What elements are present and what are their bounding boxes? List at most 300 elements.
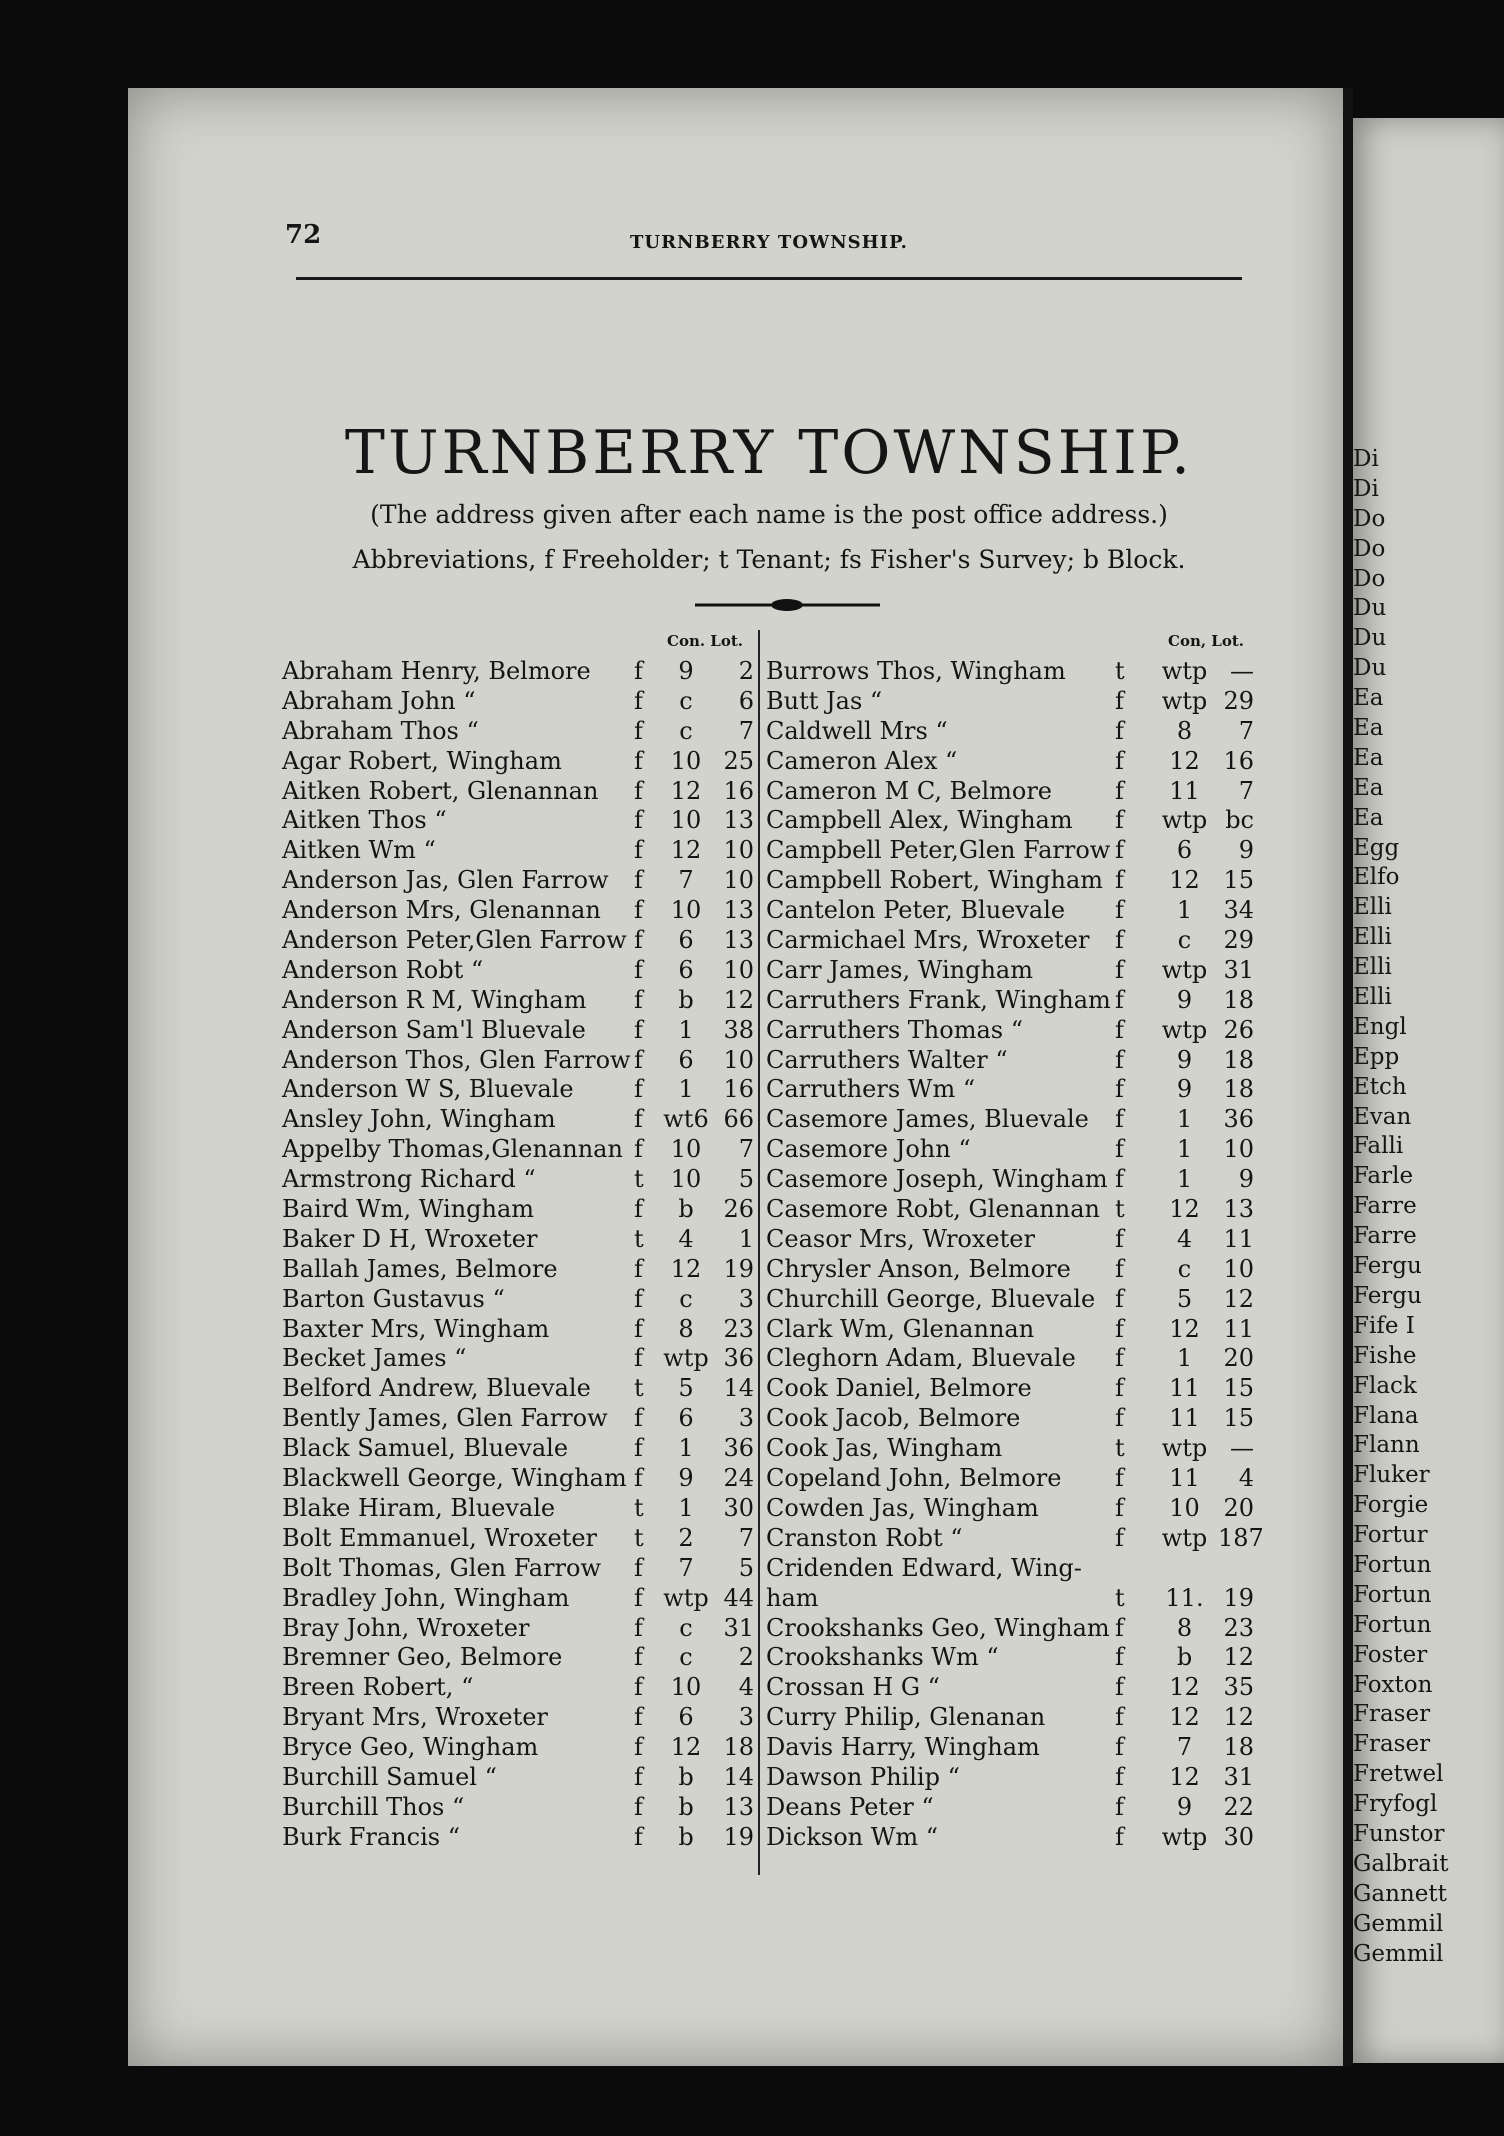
resident-name: Aitken Wm “ [282, 836, 436, 865]
tenure-code: f [1115, 1493, 1124, 1522]
tenure-code: f [1115, 1822, 1124, 1851]
concession: c [1177, 1254, 1192, 1283]
resident-name: Carruthers Frank, Wingham [766, 985, 1111, 1014]
concession: 12 [1169, 1673, 1200, 1702]
tenure-code: t [634, 1374, 644, 1403]
facing-page-fragment: Evan [1353, 1103, 1412, 1130]
lot-number: 19 [1223, 1583, 1254, 1612]
lot-number: 12 [1223, 1284, 1254, 1313]
page-subtitle: (The address given after each name is the post office address.) [370, 500, 1168, 529]
running-title: TURNBERRY TOWNSHIP. [630, 232, 908, 253]
facing-page-fragment: Fryfogl [1353, 1791, 1438, 1818]
concession: 6 [678, 955, 694, 984]
resident-name: Caldwell Mrs “ [766, 716, 948, 745]
resident-name: Cranston Robt “ [766, 1523, 963, 1552]
facing-page-fragment: Elfo [1353, 864, 1400, 891]
resident-name: Casemore Robt, Glenannan [766, 1195, 1100, 1224]
tenure-code: f [1115, 955, 1124, 984]
concession: 12 [670, 836, 702, 865]
concession: b [678, 1195, 694, 1224]
facing-page-fragment: Fergu [1353, 1253, 1422, 1280]
lot-number: 66 [723, 1105, 754, 1134]
facing-page-fragment: Fortun [1353, 1551, 1432, 1578]
tenure-code: f [634, 1314, 643, 1343]
tenure-code: f [1115, 1344, 1124, 1373]
facing-page-fragment: Fretwel [1353, 1761, 1444, 1788]
resident-name: Davis Harry, Wingham [766, 1733, 1040, 1762]
concession: c [679, 1613, 693, 1642]
tenure-code: t [634, 1493, 644, 1522]
resident-name: Bray John, Wroxeter [282, 1613, 530, 1642]
tenure-code: f [634, 1254, 643, 1283]
lot-number: 15 [1223, 1374, 1254, 1403]
resident-name: Churchill George, Bluevale [766, 1284, 1096, 1313]
tenure-code: f [634, 1135, 643, 1164]
facing-page-fragment: Fraser [1353, 1701, 1431, 1728]
facing-page [1353, 118, 1504, 2063]
concession: wtp [1161, 1523, 1208, 1552]
resident-name: Chrysler Anson, Belmore [766, 1254, 1071, 1283]
concession: 12 [1169, 746, 1200, 775]
tenure-code: f [634, 1613, 643, 1642]
concession: wtp [1161, 806, 1208, 835]
concession: c [679, 716, 693, 745]
facing-page-fragment: Foster [1353, 1641, 1428, 1668]
resident-name: Cantelon Peter, Bluevale [766, 896, 1066, 925]
tenure-code: f [634, 1583, 643, 1612]
resident-name: Campbell Alex, Wingham [766, 806, 1073, 835]
resident-name: Anderson Thos, Glen Farrow [282, 1045, 631, 1074]
facing-page-edge-text [1353, 445, 1448, 1969]
resident-name: Casemore James, Bluevale [766, 1105, 1089, 1134]
concession: wtp [1161, 1434, 1208, 1463]
lot-number: 12 [723, 985, 754, 1014]
tenure-code: f [1115, 1643, 1124, 1672]
tenure-code: f [634, 1792, 643, 1821]
tenure-code: f [634, 1822, 643, 1851]
concession: b [678, 1762, 694, 1791]
concession: 12 [1169, 866, 1200, 895]
facing-page-fragment: Du [1353, 625, 1387, 652]
resident-name: Deans Peter “ [766, 1792, 934, 1821]
tenure-code: f [634, 1553, 643, 1582]
tenure-code: f [634, 955, 643, 984]
column-divider [758, 630, 760, 1875]
concession: 9 [1176, 1045, 1193, 1074]
facing-page-fragment: Farre [1353, 1193, 1417, 1220]
lot-number: — [1230, 657, 1254, 685]
facing-page-fragment: Fife I [1353, 1312, 1415, 1339]
resident-name: Carruthers Thomas “ [766, 1015, 1023, 1044]
resident-name: Cook Jacob, Belmore [766, 1404, 1021, 1433]
resident-name: Burchill Thos “ [282, 1792, 465, 1821]
concession: b [678, 985, 694, 1014]
lot-number: 12 [1223, 1703, 1254, 1732]
resident-name: Cowden Jas, Wingham [766, 1493, 1039, 1522]
lot-number: 10 [723, 836, 754, 865]
tenure-code: f [1115, 1762, 1124, 1791]
resident-name: Anderson Sam'l Bluevale [282, 1015, 586, 1044]
lot-number: 16 [723, 776, 754, 805]
tenure-code: f [634, 896, 643, 925]
lot-number: 2 [738, 657, 754, 685]
concession: 10 [670, 896, 702, 925]
lot-number: 5 [738, 1165, 754, 1194]
resident-name: Carr James, Wingham [766, 955, 1033, 984]
concession: 10 [670, 1135, 702, 1164]
lot-number: 31 [1223, 1762, 1254, 1791]
lot-number: 3 [738, 1284, 754, 1313]
tenure-code: f [1115, 926, 1124, 955]
lot-number: 7 [738, 1135, 754, 1164]
tenure-code: f [1115, 866, 1124, 895]
facing-page-fragment: Fortur [1353, 1522, 1428, 1549]
lot-number: 13 [1223, 1195, 1254, 1224]
lot-number: 29 [1223, 686, 1254, 715]
facing-page-fragment: Gannett [1353, 1880, 1447, 1907]
concession: 7 [1176, 1733, 1193, 1762]
facing-page-fragment: Engl [1353, 1013, 1407, 1040]
tenure-code: f [1115, 1404, 1124, 1433]
resident-name: Ansley John, Wingham [282, 1105, 556, 1134]
resident-name: Becket James “ [282, 1344, 467, 1373]
concession: 12 [1169, 1195, 1200, 1224]
tenure-code: f [634, 806, 643, 835]
concession: 7 [678, 1553, 694, 1582]
facing-page-fragment: Do [1353, 565, 1386, 592]
concession: 6 [678, 1045, 694, 1074]
lot-number: bc [1225, 806, 1254, 835]
concession: b [678, 1822, 694, 1851]
abbreviations-line: Abbreviations, f Freeholder; t Tenant; fs Fisher's Survey; b Block. [352, 545, 1186, 574]
lot-number: 13 [723, 926, 754, 955]
resident-name: Appelby Thomas,Glenannan [282, 1135, 623, 1164]
resident-name: Baker D H, Wroxeter [282, 1224, 538, 1253]
tenure-code: f [1115, 836, 1124, 865]
concession: 8 [1176, 1613, 1193, 1642]
tenure-code: f [634, 1434, 643, 1463]
facing-page-fragment: Funstor [1353, 1820, 1445, 1847]
lot-number: 13 [723, 896, 754, 925]
lot-number: 12 [1223, 1643, 1254, 1672]
resident-name: Bremner Geo, Belmore [282, 1643, 563, 1672]
tenure-code: f [1115, 1284, 1124, 1313]
lot-number: 2 [738, 1643, 754, 1672]
resident-name: Baird Wm, Wingham [282, 1195, 535, 1224]
lot-number: 36 [1223, 1105, 1254, 1134]
lot-number: 44 [723, 1583, 754, 1612]
tenure-code: f [634, 1762, 643, 1791]
resident-name: Burk Francis “ [282, 1822, 460, 1851]
concession: 2 [678, 1523, 694, 1552]
concession: 10 [1169, 1493, 1200, 1522]
tenure-code: f [1115, 1165, 1124, 1194]
concession: wtp [663, 1583, 709, 1612]
lot-number: 10 [723, 866, 754, 895]
concession: 12 [670, 1254, 702, 1283]
concession: 10 [670, 1165, 702, 1194]
tenure-code: f [634, 1673, 643, 1702]
resident-name: Carmichael Mrs, Wroxeter [766, 926, 1090, 955]
concession: 5 [1176, 1284, 1193, 1313]
tenure-code: f [1115, 746, 1124, 775]
resident-name: Campbell Peter,Glen Farrow [766, 836, 1111, 865]
concession: c [679, 1643, 693, 1672]
tenure-code: f [634, 926, 643, 955]
resident-name: Cameron M C, Belmore [766, 776, 1053, 805]
concession: b [1176, 1643, 1193, 1672]
concession: c [679, 1284, 693, 1313]
tenure-code: f [634, 866, 643, 895]
facing-page-fragment: Flana [1353, 1402, 1419, 1429]
tenure-code: t [634, 1523, 644, 1552]
tenure-code: f [634, 1464, 643, 1493]
page-title: TURNBERRY TOWNSHIP. [344, 418, 1194, 488]
tenure-code: f [634, 657, 643, 685]
lot-number: 18 [1223, 1733, 1254, 1762]
lot-number: 22 [1223, 1792, 1254, 1821]
facing-page-fragment: Ea [1353, 685, 1384, 712]
facing-page-fragment: Do [1353, 535, 1386, 562]
lot-number: 38 [723, 1015, 754, 1044]
concession: 9 [1176, 1075, 1193, 1104]
concession: 9 [1176, 1792, 1193, 1821]
tenure-code: f [1115, 1733, 1124, 1762]
lot-number: 7 [738, 716, 754, 745]
tenure-code: f [1115, 1673, 1124, 1702]
resident-name: Cook Jas, Wingham [766, 1434, 1003, 1463]
lot-number: 26 [723, 1195, 754, 1224]
tenure-code: f [1115, 1374, 1124, 1403]
resident-name: Ballah James, Belmore [282, 1254, 558, 1283]
resident-name: Anderson Mrs, Glenannan [282, 896, 601, 925]
resident-name: Black Samuel, Bluevale [282, 1434, 569, 1463]
facing-page-fragment: Farle [1353, 1163, 1414, 1190]
resident-name: Aitken Thos “ [282, 806, 447, 835]
concession: 4 [1176, 1224, 1193, 1253]
concession: 1 [1176, 896, 1193, 925]
resident-name: Ceasor Mrs, Wroxeter [766, 1224, 1035, 1253]
facing-page-fragment: Falli [1353, 1133, 1404, 1160]
lot-number: 18 [1223, 985, 1254, 1014]
concession: 1 [1176, 1344, 1193, 1373]
resident-name: Bryce Geo, Wingham [282, 1733, 539, 1762]
tenure-code: f [1115, 1792, 1124, 1821]
facing-page-fragment: Galbrait [1353, 1850, 1449, 1877]
resident-name: Belford Andrew, Bluevale [282, 1374, 591, 1403]
tenure-code: t [1115, 1195, 1125, 1224]
concession: 5 [678, 1374, 694, 1403]
facing-page-fragment: Ea [1353, 715, 1384, 742]
concession: c [1177, 926, 1192, 955]
tenure-code: f [1115, 1224, 1124, 1253]
tenure-code: f [634, 776, 643, 805]
lot-number: 16 [723, 1075, 754, 1104]
concession: 10 [670, 806, 702, 835]
concession: b [678, 1792, 694, 1821]
concession: 11. [1165, 1583, 1204, 1612]
resident-name: Anderson Robt “ [282, 955, 484, 984]
lot-number: 36 [723, 1434, 754, 1463]
concession: 12 [1169, 1703, 1200, 1732]
lot-number: 15 [1223, 1404, 1254, 1433]
lot-number: 11 [1223, 1314, 1254, 1343]
tenure-code: f [634, 716, 643, 745]
tenure-code: f [634, 1344, 643, 1373]
resident-name: Cameron Alex “ [766, 746, 958, 775]
page-gutter [1343, 88, 1353, 2066]
facing-page-fragment: Farre [1353, 1223, 1417, 1250]
resident-name: Blackwell George, Wingham [282, 1464, 627, 1493]
concession: 11 [1169, 776, 1200, 805]
tenure-code: f [1115, 1314, 1124, 1343]
resident-name: Crookshanks Geo, Wingham [766, 1613, 1110, 1642]
lot-number: 23 [723, 1314, 754, 1343]
lot-number: 10 [723, 1045, 754, 1074]
concession: 1 [1176, 1165, 1193, 1194]
concession: wtp [1161, 1015, 1208, 1044]
resident-name: Bryant Mrs, Wroxeter [282, 1703, 548, 1732]
lot-number: 13 [723, 806, 754, 835]
concession: 8 [678, 1314, 694, 1343]
concession: 12 [1169, 1314, 1200, 1343]
lot-number: 7 [1238, 716, 1254, 745]
tenure-code: f [1115, 1464, 1124, 1493]
lot-number: 10 [723, 955, 754, 984]
tenure-code: f [1115, 1105, 1124, 1134]
lot-number: 36 [723, 1344, 754, 1373]
concession: c [679, 686, 693, 715]
resident-name: Aitken Robert, Glenannan [282, 776, 599, 805]
facing-page-fragment: Epp [1353, 1043, 1400, 1070]
resident-name: Carruthers Walter “ [766, 1045, 1008, 1074]
lot-number: 34 [1223, 896, 1254, 925]
concession: wt6 [663, 1105, 709, 1134]
facing-page-fragment: Elli [1353, 894, 1392, 921]
facing-page-fragment: Etch [1353, 1073, 1407, 1100]
tenure-code: f [1115, 1254, 1124, 1283]
facing-page-fragment: Fraser [1353, 1731, 1431, 1758]
lot-number: 29 [1223, 926, 1254, 955]
resident-name: Dickson Wm “ [766, 1822, 939, 1851]
lot-number: 10 [1223, 1135, 1254, 1164]
tenure-code: f [1115, 896, 1124, 925]
tenure-code: f [1115, 1135, 1124, 1164]
tenure-code: t [1115, 1434, 1125, 1463]
facing-page-fragment: Egg [1353, 834, 1400, 861]
resident-name: Burrows Thos, Wingham [766, 657, 1066, 685]
lot-number: 4 [1238, 1464, 1254, 1493]
resident-name: Breen Robert, “ [282, 1673, 474, 1702]
tenure-code: f [634, 1703, 643, 1732]
lot-number: 30 [1223, 1822, 1254, 1851]
tenure-code: t [1115, 1583, 1125, 1612]
resident-name: Campbell Robert, Wingham [766, 866, 1104, 895]
facing-page-fragment: Fortun [1353, 1581, 1432, 1608]
facing-page-fragment: Foxton [1353, 1671, 1433, 1698]
resident-name: Abraham Henry, Belmore [282, 657, 591, 685]
tenure-code: f [1115, 686, 1124, 715]
concession: 12 [670, 1733, 702, 1762]
concession: 10 [670, 746, 702, 775]
facing-page-fragment: Forgie [1353, 1492, 1429, 1519]
resident-name: Carruthers Wm “ [766, 1075, 976, 1104]
lot-number: 14 [723, 1762, 754, 1791]
facing-page-fragment: Elli [1353, 984, 1392, 1011]
tenure-code: f [1115, 1703, 1124, 1732]
lot-number: 14 [723, 1374, 754, 1403]
lot-number: 25 [723, 746, 754, 775]
resident-name: Cridenden Edward, Wing- [766, 1553, 1082, 1582]
facing-page-fragment: Du [1353, 595, 1387, 622]
concession: 6 [678, 1404, 694, 1433]
lot-number: 7 [738, 1523, 754, 1552]
concession: 11 [1169, 1464, 1200, 1493]
resident-name: Casemore John “ [766, 1135, 971, 1164]
resident-name: Baxter Mrs, Wingham [282, 1314, 550, 1343]
lot-number: 11 [1223, 1224, 1254, 1253]
tenure-code: f [1115, 716, 1124, 745]
concession: 1 [1176, 1135, 1193, 1164]
resident-name: Anderson Peter,Glen Farrow [282, 926, 627, 955]
lot-number: 7 [1238, 776, 1254, 805]
lot-number: 3 [738, 1404, 754, 1433]
tenure-code: f [1115, 985, 1124, 1014]
concession: wtp [1161, 1822, 1208, 1851]
resident-name: Dawson Philip “ [766, 1762, 960, 1791]
resident-name: Bolt Thomas, Glen Farrow [282, 1553, 601, 1582]
tenure-code: f [634, 746, 643, 775]
facing-page-fragment: Di [1353, 475, 1379, 502]
concession: 9 [678, 657, 694, 685]
facing-page-fragment: Di [1353, 446, 1379, 472]
tenure-code: f [634, 1015, 643, 1044]
resident-name: Armstrong Richard “ [282, 1165, 536, 1194]
resident-name: ham [766, 1583, 819, 1612]
tenure-code: f [634, 686, 643, 715]
lot-number: 26 [1223, 1015, 1254, 1044]
tenure-code: f [634, 985, 643, 1014]
facing-page-fragment: Do [1353, 505, 1386, 532]
resident-name: Agar Robert, Wingham [282, 746, 562, 775]
tenure-code: f [634, 1075, 643, 1104]
resident-name: Blake Hiram, Bluevale [282, 1493, 556, 1522]
lot-number: 20 [1223, 1493, 1254, 1522]
concession: 1 [678, 1075, 694, 1104]
concession: 1 [678, 1493, 694, 1522]
concession: 1 [678, 1015, 694, 1044]
facing-page-fragment: Flann [1353, 1432, 1420, 1459]
concession: 1 [678, 1434, 694, 1463]
lot-number: 5 [738, 1553, 754, 1582]
resident-name: Casemore Joseph, Wingham [766, 1165, 1108, 1194]
tenure-code: f [1115, 1015, 1124, 1044]
concession: 8 [1176, 716, 1193, 745]
tenure-code: f [634, 1195, 643, 1224]
tenure-code: t [1115, 657, 1125, 685]
tenure-code: t [634, 1224, 644, 1253]
tenure-code: f [634, 1105, 643, 1134]
lot-number: 6 [738, 686, 754, 715]
tenure-code: f [1115, 776, 1124, 805]
lot-number: 19 [723, 1822, 754, 1851]
facing-page-fragment: Fishe [1353, 1342, 1417, 1369]
facing-page-fragment: Fergu [1353, 1282, 1422, 1309]
tenure-code: t [634, 1165, 644, 1194]
resident-name: Anderson R M, Wingham [282, 985, 587, 1014]
tenure-code: f [1115, 806, 1124, 835]
facing-page-fragment: Elli [1353, 924, 1392, 951]
